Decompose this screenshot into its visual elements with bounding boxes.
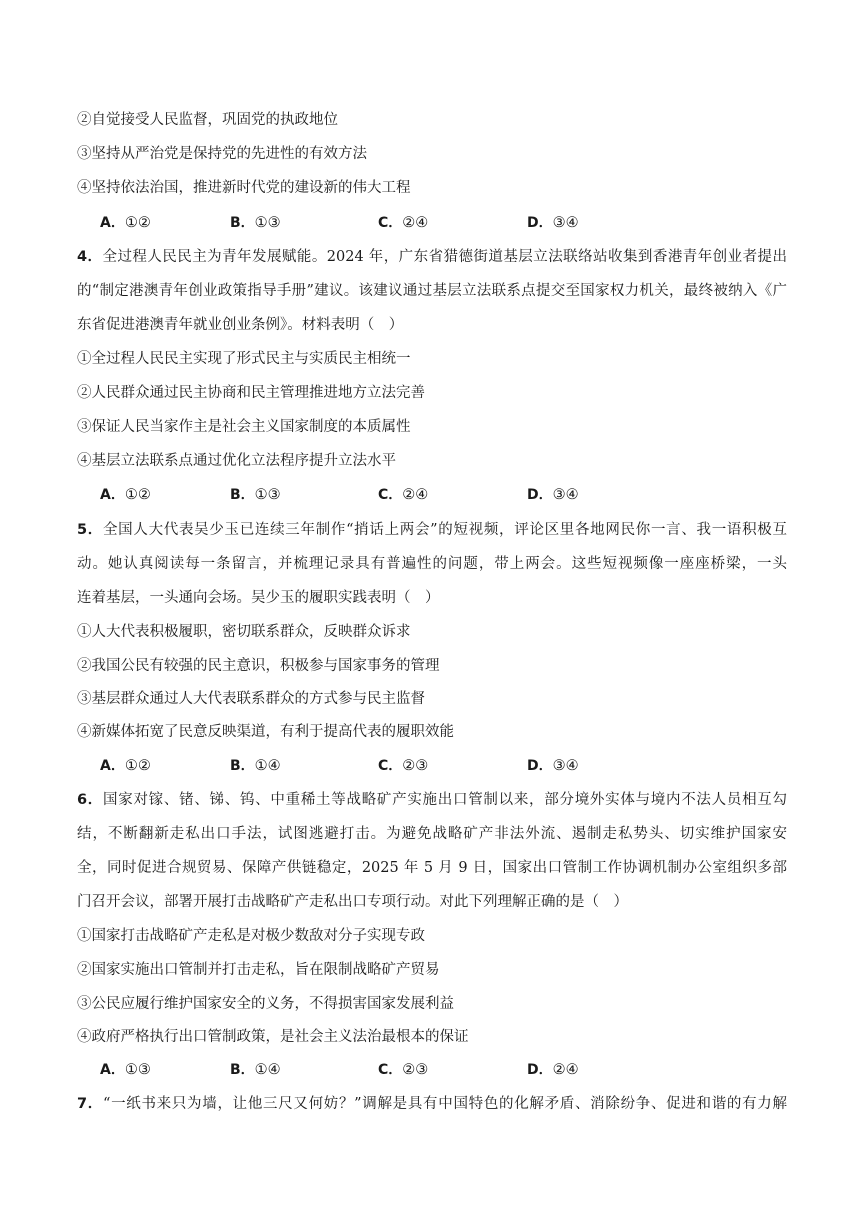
q5-stem-line-1: 5．全国人大代表吴少玉已连续三年制作“捎话上两会”的短视频，评论区里各地网民你一言、我一语积极互 xyxy=(77,522,787,538)
q5-item-1: ①人大代表积极履职，密切联系群众，反映群众诉求 xyxy=(77,624,411,640)
q4-item-1: ①全过程人民民主实现了形式民主与实质民主相统一 xyxy=(77,351,411,367)
q6-stem-line-3: 全，同时促进合规贸易、保障产供链稳定，2025 年 5 月 9 日，国家出口管制工作协调机制办公室组织多部 xyxy=(77,860,787,876)
q4-stem-line-2: 的“制定港澳青年创业政策指导手册”建议。该建议通过基层立法联系点提交至国家权力机关，最终被纳入《广 xyxy=(77,283,787,299)
q3-option-d: D．③④ xyxy=(527,215,579,231)
q3-option-a: A．①② xyxy=(100,215,151,231)
q5-options xyxy=(100,756,720,776)
q5-option-c: C．②③ xyxy=(378,758,429,774)
q5-item-4: ④新媒体拓宽了民意反映渠道，有利于提高代表的履职效能 xyxy=(77,724,454,740)
q6-stem-line-2: 结，不断翻新走私出口手法，试图逃避打击。为避免战略矿产非法外流、遏制走私势头、切实维护国家安 xyxy=(77,826,787,842)
q4-option-d: D．③④ xyxy=(527,487,579,503)
q4-stem-line-3: 东省促进港澳青年就业创业条例》。材料表明（ ） xyxy=(77,317,404,333)
q6-option-c: C．②③ xyxy=(378,1062,429,1078)
q6-stem-line-1: 6．国家对镓、锗、锑、钨、中重稀土等战略矿产实施出口管制以来，部分境外实体与境内不法人员相互勾 xyxy=(77,792,787,808)
q3-item-4: ④坚持依法治国，推进新时代党的建设新的伟大工程 xyxy=(77,180,411,196)
q6-item-4: ④政府严格执行出口管制政策，是社会主义法治最根本的保证 xyxy=(77,1029,469,1045)
q4-item-3: ③保证人民当家作主是社会主义国家制度的本质属性 xyxy=(77,419,411,435)
q4-option-b: B．①③ xyxy=(230,487,281,503)
q3-options xyxy=(100,213,720,233)
q4-stem-line-1: 4．全过程人民民主为青年发展赋能。2024 年，广东省猎德街道基层立法联络站收集到香港青年创业者提出 xyxy=(77,249,787,265)
q5-option-a: A．①② xyxy=(100,758,151,774)
q6-item-3: ③公民应履行维护国家安全的义务，不得损害国家发展利益 xyxy=(77,996,454,1012)
q6-item-2: ②国家实施出口管制并打击走私，旨在限制战略矿产贸易 xyxy=(77,962,440,978)
q4-item-2: ②人民群众通过民主协商和民主管理推进地方立法完善 xyxy=(77,385,425,401)
q4-option-c: C．②④ xyxy=(378,487,429,503)
q6-option-b: B．①④ xyxy=(230,1062,281,1078)
q3-item-3: ③坚持从严治党是保持党的先进性的有效方法 xyxy=(77,146,367,162)
q6-item-1: ①国家打击战略矿产走私是对极少数敌对分子实现专政 xyxy=(77,928,425,944)
q5-stem-line-2: 动。她认真阅读每一条留言，并梳理记录具有普遍性的问题，带上两会。这些短视频像一座座桥梁，一头 xyxy=(77,556,787,572)
q3-item-2: ②自觉接受人民监督，巩固党的执政地位 xyxy=(77,112,338,128)
q6-stem-line-4: 门召开会议，部署开展打击战略矿产走私出口专项行动。对此下列理解正确的是（ ） xyxy=(77,894,628,910)
q5-option-d: D．③④ xyxy=(527,758,579,774)
q5-stem-line-3: 连着基层，一头通向会场。吴少玉的履职实践表明（ ） xyxy=(77,590,440,606)
q6-option-d: D．②④ xyxy=(527,1062,579,1078)
q6-option-a: A．①③ xyxy=(100,1062,151,1078)
q3-option-c: C．②④ xyxy=(378,215,429,231)
q6-options xyxy=(100,1060,720,1080)
q5-item-3: ③基层群众通过人大代表联系群众的方式参与民主监督 xyxy=(77,691,425,707)
q4-options xyxy=(100,485,720,505)
q5-option-b: B．①④ xyxy=(230,758,281,774)
q4-option-a: A．①② xyxy=(100,487,151,503)
q4-item-4: ④基层立法联系点通过优化立法程序提升立法水平 xyxy=(77,453,396,469)
q5-item-2: ②我国公民有较强的民主意识，积极参与国家事务的管理 xyxy=(77,658,440,674)
q3-option-b: B．①③ xyxy=(230,215,281,231)
q7-stem-line-1: 7．“一纸书来只为墙，让他三尺又何妨？”调解是具有中国特色的化解矛盾、消除纷争、促进和谐的有力解 xyxy=(77,1096,787,1112)
